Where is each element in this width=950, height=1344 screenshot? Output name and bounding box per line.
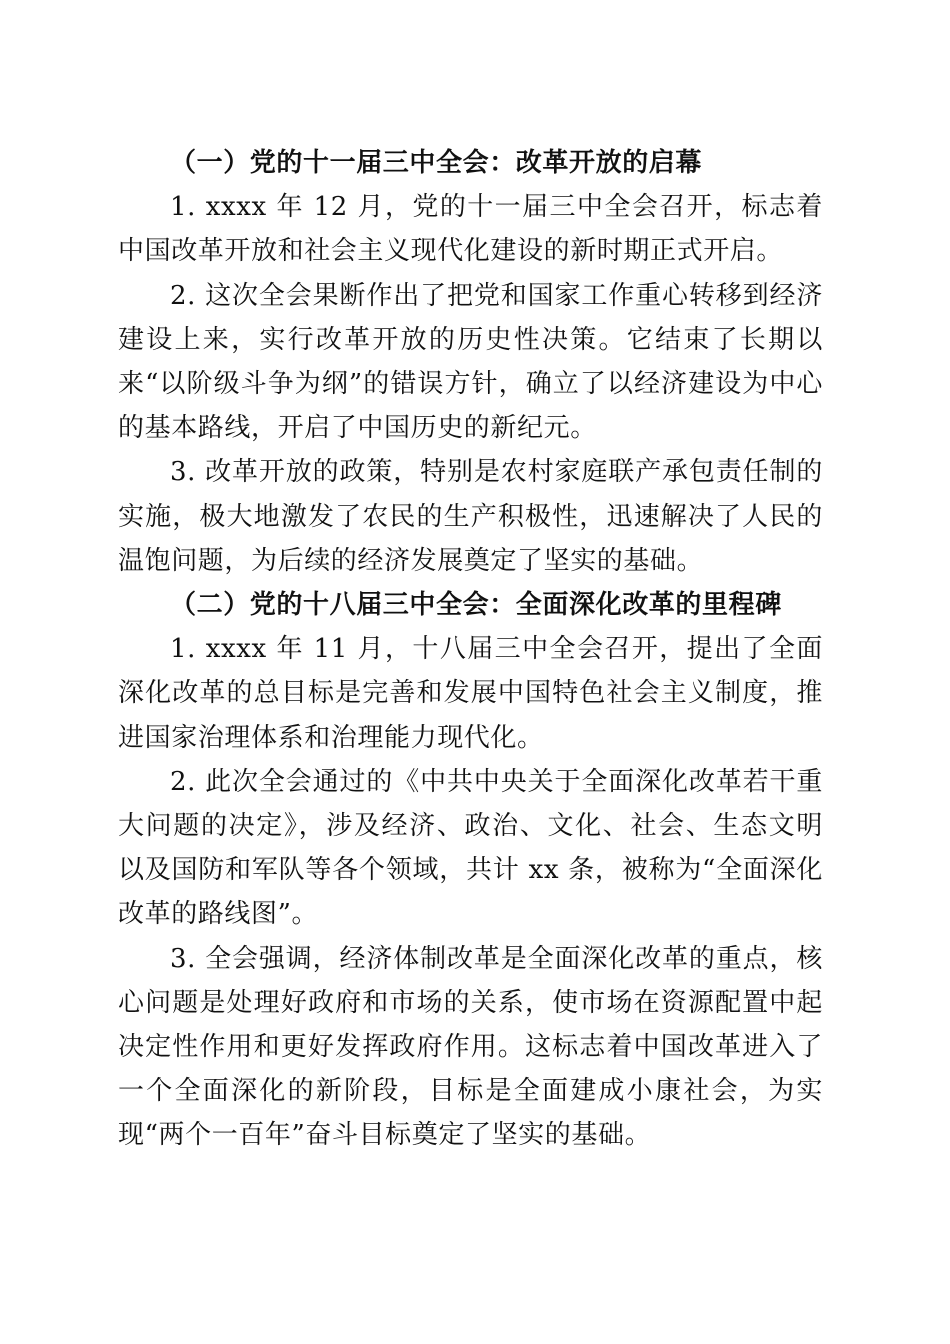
- section-2-paragraph-1: 1. xxxx 年 11 月，十八届三中全会召开，提出了全面深化改革的总目标是完善和发展中国特色社会主义制度，推进国家治理体系和治理能力现代化。: [118, 634, 823, 753]
- section-1-paragraph-2: 2. 这次全会果断作出了把党和国家工作重心转移到经济建设上来，实行改革开放的历史性决策。它结束了长期以来“以阶级斗争为纲”的错误方针，确立了以经济建设为中心的基本路线，开启了中国历史的新纪元。: [118, 280, 823, 444]
- section-2-paragraph-3: 3. 全会强调，经济体制改革是全面深化改革的重点，核心问题是处理好政府和市场的关系，使市场在资源配置中起决定性作用和更好发挥政府作用。这标志着中国改革进入了一个全面深化的新阶段，目标是全面建成小康社会，为实现“两个一百年”奋斗目标奠定了坚实的基础。: [118, 943, 823, 1151]
- section-1-paragraph-3: 3. 改革开放的政策，特别是农村家庭联产承包责任制的实施，极大地激发了农民的生产积极性，迅速解决了人民的温饱问题，为后续的经济发展奠定了坚实的基础。: [118, 457, 823, 576]
- section-heading-2: （二）党的十八届三中全会：全面深化改革的里程碑: [170, 590, 782, 621]
- section-2-paragraph-2: 2. 此次全会通过的《中共中央关于全面深化改革若干重大问题的决定》，涉及经济、政治、文化、社会、生态文明以及国防和军队等各个领域，共计 xx 条，被称为“全面深化改革的路线图”。: [118, 766, 823, 930]
- document-body: [118, 141, 823, 1158]
- section-heading-1: （一）党的十一届三中全会：改革开放的启幕: [170, 148, 703, 178]
- section-1-paragraph-1: 1. xxxx 年 12 月，党的十一届三中全会召开，标志着中国改革开放和社会主义现代化建设的新时期正式开启。: [118, 192, 823, 267]
